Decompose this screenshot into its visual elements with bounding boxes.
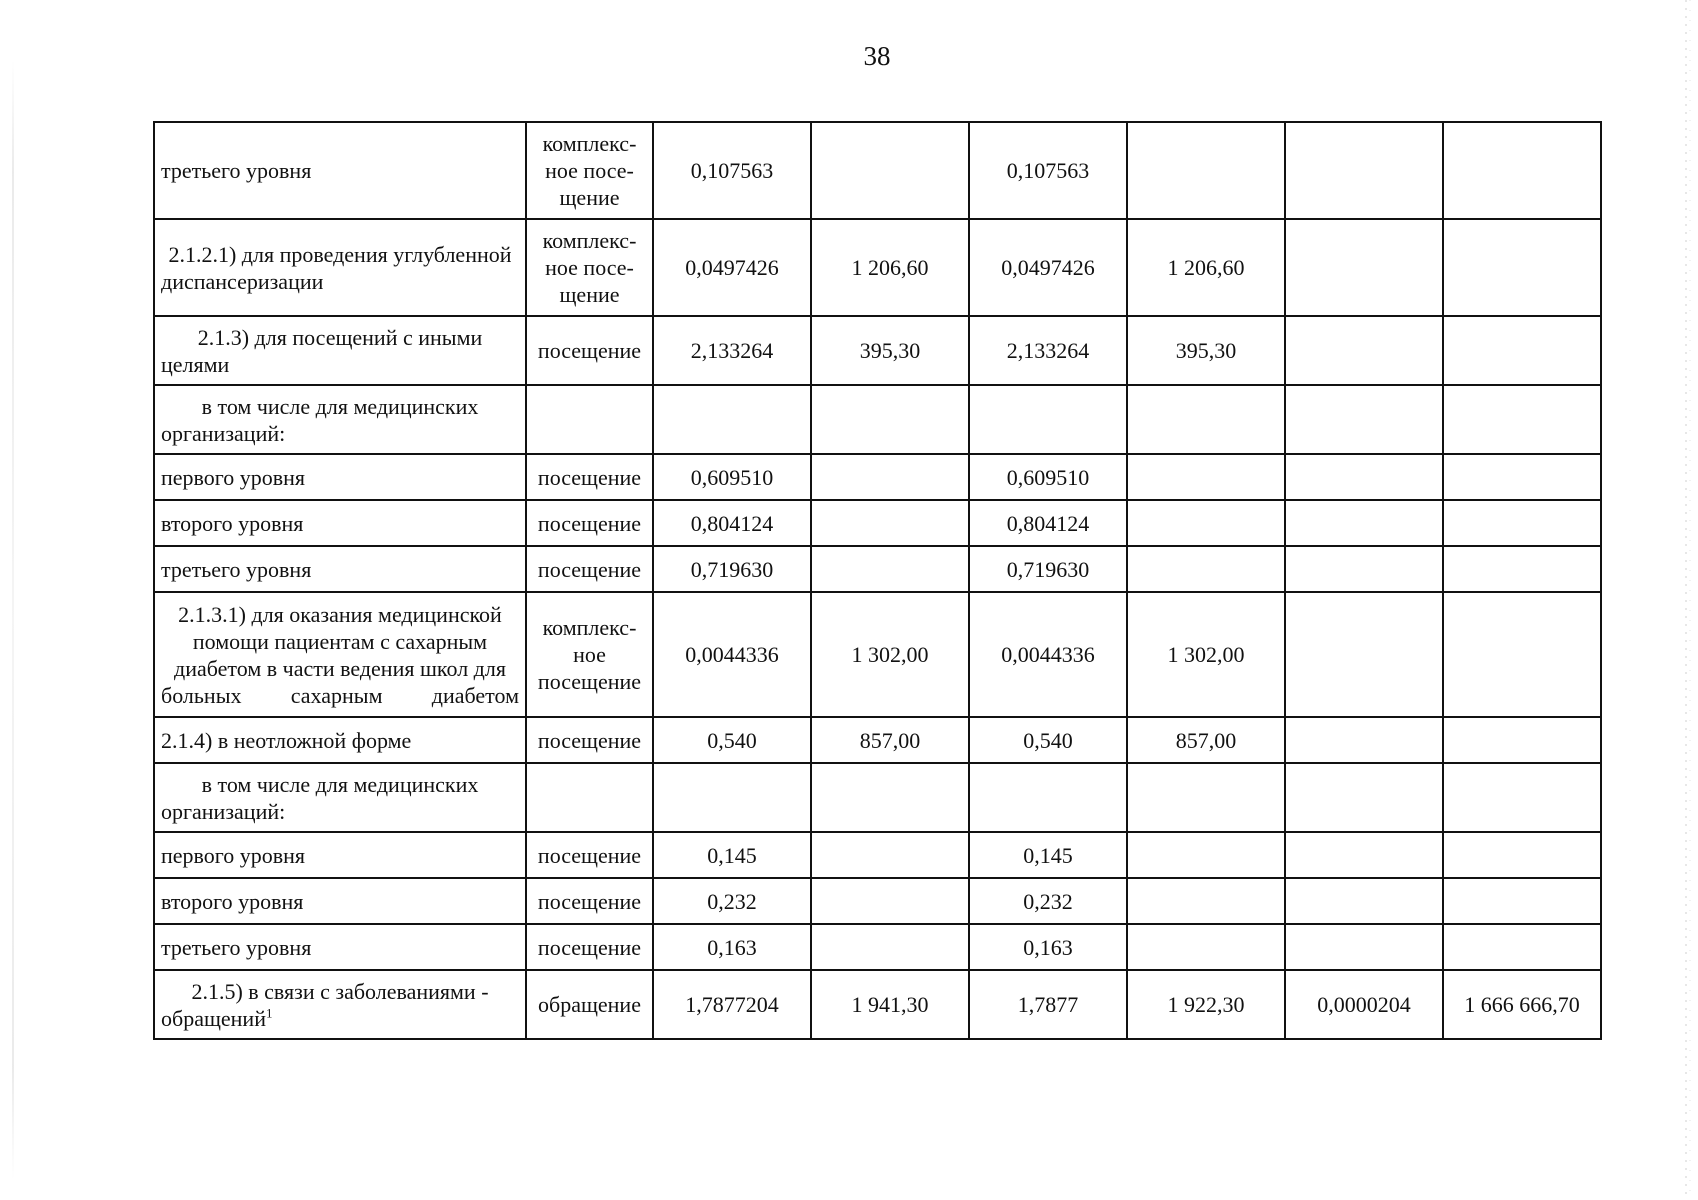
value-cell bbox=[811, 546, 969, 592]
value-cell: 1 922,30 bbox=[1127, 970, 1285, 1039]
value-cell bbox=[1443, 500, 1601, 546]
value-cell bbox=[1285, 717, 1443, 763]
value-cell bbox=[1285, 924, 1443, 970]
unit-cell bbox=[526, 385, 653, 454]
value-cell: 0,107563 bbox=[653, 122, 811, 219]
value-cell bbox=[811, 924, 969, 970]
table-row bbox=[154, 763, 1601, 832]
value-cell: 0,163 bbox=[653, 924, 811, 970]
row-name: 2.1.2.1) для проведения углубленной диспансеризации bbox=[161, 241, 512, 294]
row-name-cell bbox=[154, 219, 526, 316]
value-cell bbox=[1285, 878, 1443, 924]
value-cell: 395,30 bbox=[1127, 316, 1285, 385]
value-cell bbox=[811, 878, 969, 924]
value-cell bbox=[1443, 924, 1601, 970]
row-name: в том числе для медицинских организаций: bbox=[161, 771, 479, 824]
unit-label: обращение bbox=[538, 992, 641, 1017]
unit-label: посещение bbox=[537, 842, 642, 868]
row-name: второго уровня bbox=[161, 888, 304, 914]
value-cell bbox=[1443, 546, 1601, 592]
unit-label: посещение bbox=[537, 338, 642, 363]
value-cell bbox=[811, 832, 969, 878]
value-cell: 0,804124 bbox=[653, 500, 811, 546]
row-name: второго уровня bbox=[161, 510, 304, 536]
row-name-cell bbox=[154, 592, 526, 717]
row-name: 2.1.5) в связи с заболеваниями - обращений bbox=[161, 978, 489, 1031]
value-cell: 0,0044336 bbox=[653, 592, 811, 717]
value-cell bbox=[1285, 122, 1443, 219]
value-cell: 0,0497426 bbox=[653, 219, 811, 316]
value-cell bbox=[811, 122, 969, 219]
unit-label: посещение bbox=[537, 464, 642, 490]
value-cell bbox=[1285, 832, 1443, 878]
table-row bbox=[154, 924, 1601, 970]
table-row bbox=[154, 500, 1601, 546]
row-name: третьего уровня bbox=[161, 158, 312, 183]
row-name-cell bbox=[154, 717, 526, 763]
value-cell bbox=[1285, 454, 1443, 500]
unit-cell bbox=[526, 454, 653, 500]
unit-cell bbox=[526, 500, 653, 546]
value-cell: 1 302,00 bbox=[1127, 592, 1285, 717]
row-name: третьего уровня bbox=[161, 934, 312, 960]
row-name: 2.1.3) для посещений с иными целями bbox=[161, 324, 483, 377]
unit-cell bbox=[526, 878, 653, 924]
value-cell: 0,232 bbox=[969, 878, 1127, 924]
table-row bbox=[154, 717, 1601, 763]
unit-label: посещение bbox=[537, 510, 642, 536]
row-name: первого уровня bbox=[161, 842, 306, 868]
unit-label: посещение bbox=[537, 888, 642, 914]
value-cell bbox=[1127, 763, 1285, 832]
value-cell bbox=[653, 763, 811, 832]
value-cell bbox=[1443, 316, 1601, 385]
row-name-cell bbox=[154, 122, 526, 219]
unit-label: комплекс- ное посе- щение bbox=[542, 228, 637, 307]
table-row bbox=[154, 878, 1601, 924]
value-cell bbox=[1443, 832, 1601, 878]
data-table bbox=[153, 121, 1602, 1040]
value-cell: 0,0497426 bbox=[969, 219, 1127, 316]
unit-label: комплекс- ное посещение bbox=[537, 615, 642, 694]
value-cell bbox=[1285, 316, 1443, 385]
unit-cell bbox=[526, 832, 653, 878]
table-row bbox=[154, 385, 1601, 454]
value-cell bbox=[1285, 546, 1443, 592]
value-cell: 0,540 bbox=[653, 717, 811, 763]
unit-label: посещение bbox=[537, 556, 642, 582]
value-cell: 1 206,60 bbox=[811, 219, 969, 316]
value-cell bbox=[1443, 592, 1601, 717]
table-row bbox=[154, 592, 1601, 717]
value-cell bbox=[811, 454, 969, 500]
unit-cell bbox=[526, 219, 653, 316]
value-cell bbox=[969, 763, 1127, 832]
row-name: третьего уровня bbox=[161, 556, 312, 582]
value-cell: 0,232 bbox=[653, 878, 811, 924]
page-number: 38 bbox=[863, 41, 891, 71]
value-cell: 0,163 bbox=[969, 924, 1127, 970]
value-cell bbox=[1285, 385, 1443, 454]
unit-cell bbox=[526, 592, 653, 717]
value-cell bbox=[1127, 546, 1285, 592]
value-cell bbox=[811, 763, 969, 832]
value-cell: 0,609510 bbox=[969, 454, 1127, 500]
value-cell bbox=[1443, 717, 1601, 763]
table-row bbox=[154, 316, 1601, 385]
value-cell: 0,719630 bbox=[653, 546, 811, 592]
row-name: 2.1.4) в неотложной форме bbox=[161, 727, 412, 753]
value-cell: 1 302,00 bbox=[811, 592, 969, 717]
unit-label: комплекс- ное посе- щение bbox=[542, 131, 637, 210]
value-cell bbox=[1443, 878, 1601, 924]
value-cell: 0,107563 bbox=[969, 122, 1127, 219]
unit-label: посещение bbox=[537, 934, 642, 960]
value-cell bbox=[969, 385, 1127, 454]
row-name-cell bbox=[154, 878, 526, 924]
value-cell: 1 206,60 bbox=[1127, 219, 1285, 316]
value-cell: 0,540 bbox=[969, 717, 1127, 763]
unit-cell bbox=[526, 924, 653, 970]
value-cell: 0,804124 bbox=[969, 500, 1127, 546]
value-cell: 0,145 bbox=[653, 832, 811, 878]
value-cell bbox=[1443, 385, 1601, 454]
value-cell: 1,7877 bbox=[969, 970, 1127, 1039]
value-cell bbox=[653, 385, 811, 454]
value-cell bbox=[1127, 385, 1285, 454]
value-cell bbox=[1285, 219, 1443, 316]
value-cell bbox=[811, 500, 969, 546]
value-cell bbox=[1127, 454, 1285, 500]
value-cell: 0,719630 bbox=[969, 546, 1127, 592]
value-cell: 1 941,30 bbox=[811, 970, 969, 1039]
row-name-cell bbox=[154, 500, 526, 546]
row-name-cell bbox=[154, 924, 526, 970]
value-cell: 857,00 bbox=[1127, 717, 1285, 763]
row-name: в том числе для медицинских организаций: bbox=[161, 393, 479, 446]
footnote-mark: 1 bbox=[265, 1005, 273, 1021]
row-name-cell bbox=[154, 385, 526, 454]
value-cell bbox=[1443, 219, 1601, 316]
value-cell bbox=[1127, 924, 1285, 970]
value-cell: 1 666 666,70 bbox=[1443, 970, 1601, 1039]
row-name-cell bbox=[154, 316, 526, 385]
value-cell: 2,133264 bbox=[969, 316, 1127, 385]
row-name-cell bbox=[154, 832, 526, 878]
value-cell: 857,00 bbox=[811, 717, 969, 763]
value-cell bbox=[811, 385, 969, 454]
unit-cell bbox=[526, 717, 653, 763]
table-row bbox=[154, 454, 1601, 500]
unit-cell bbox=[526, 122, 653, 219]
value-cell bbox=[1127, 122, 1285, 219]
value-cell bbox=[1127, 500, 1285, 546]
value-cell: 2,133264 bbox=[653, 316, 811, 385]
value-cell bbox=[1443, 763, 1601, 832]
row-name-cell bbox=[154, 763, 526, 832]
value-cell bbox=[1443, 454, 1601, 500]
row-name-cell bbox=[154, 454, 526, 500]
row-name-cell bbox=[154, 546, 526, 592]
unit-cell bbox=[526, 763, 653, 832]
table-row bbox=[154, 832, 1601, 878]
value-cell: 0,0000204 bbox=[1285, 970, 1443, 1039]
scan-edge-left bbox=[12, 60, 14, 1180]
value-cell: 0,609510 bbox=[653, 454, 811, 500]
table-row bbox=[154, 219, 1601, 316]
value-cell: 0,0044336 bbox=[969, 592, 1127, 717]
value-cell bbox=[1127, 832, 1285, 878]
row-name: 2.1.3.1) для оказания медицинской помощи пациентам с сахарным диабетом в части ведения школ для больных сахарным диабетом bbox=[161, 601, 519, 708]
row-name-cell bbox=[154, 970, 526, 1039]
table-row bbox=[154, 122, 1601, 219]
table-row bbox=[154, 970, 1601, 1039]
unit-cell bbox=[526, 970, 653, 1039]
table-row bbox=[154, 546, 1601, 592]
value-cell bbox=[1127, 878, 1285, 924]
unit-cell bbox=[526, 316, 653, 385]
value-cell bbox=[1285, 500, 1443, 546]
value-cell bbox=[1285, 592, 1443, 717]
unit-cell bbox=[526, 546, 653, 592]
value-cell: 1,7877204 bbox=[653, 970, 811, 1039]
row-name: первого уровня bbox=[161, 464, 306, 490]
value-cell bbox=[1285, 763, 1443, 832]
value-cell: 395,30 bbox=[811, 316, 969, 385]
value-cell bbox=[1443, 122, 1601, 219]
value-cell: 0,145 bbox=[969, 832, 1127, 878]
unit-label: посещение bbox=[537, 727, 642, 753]
